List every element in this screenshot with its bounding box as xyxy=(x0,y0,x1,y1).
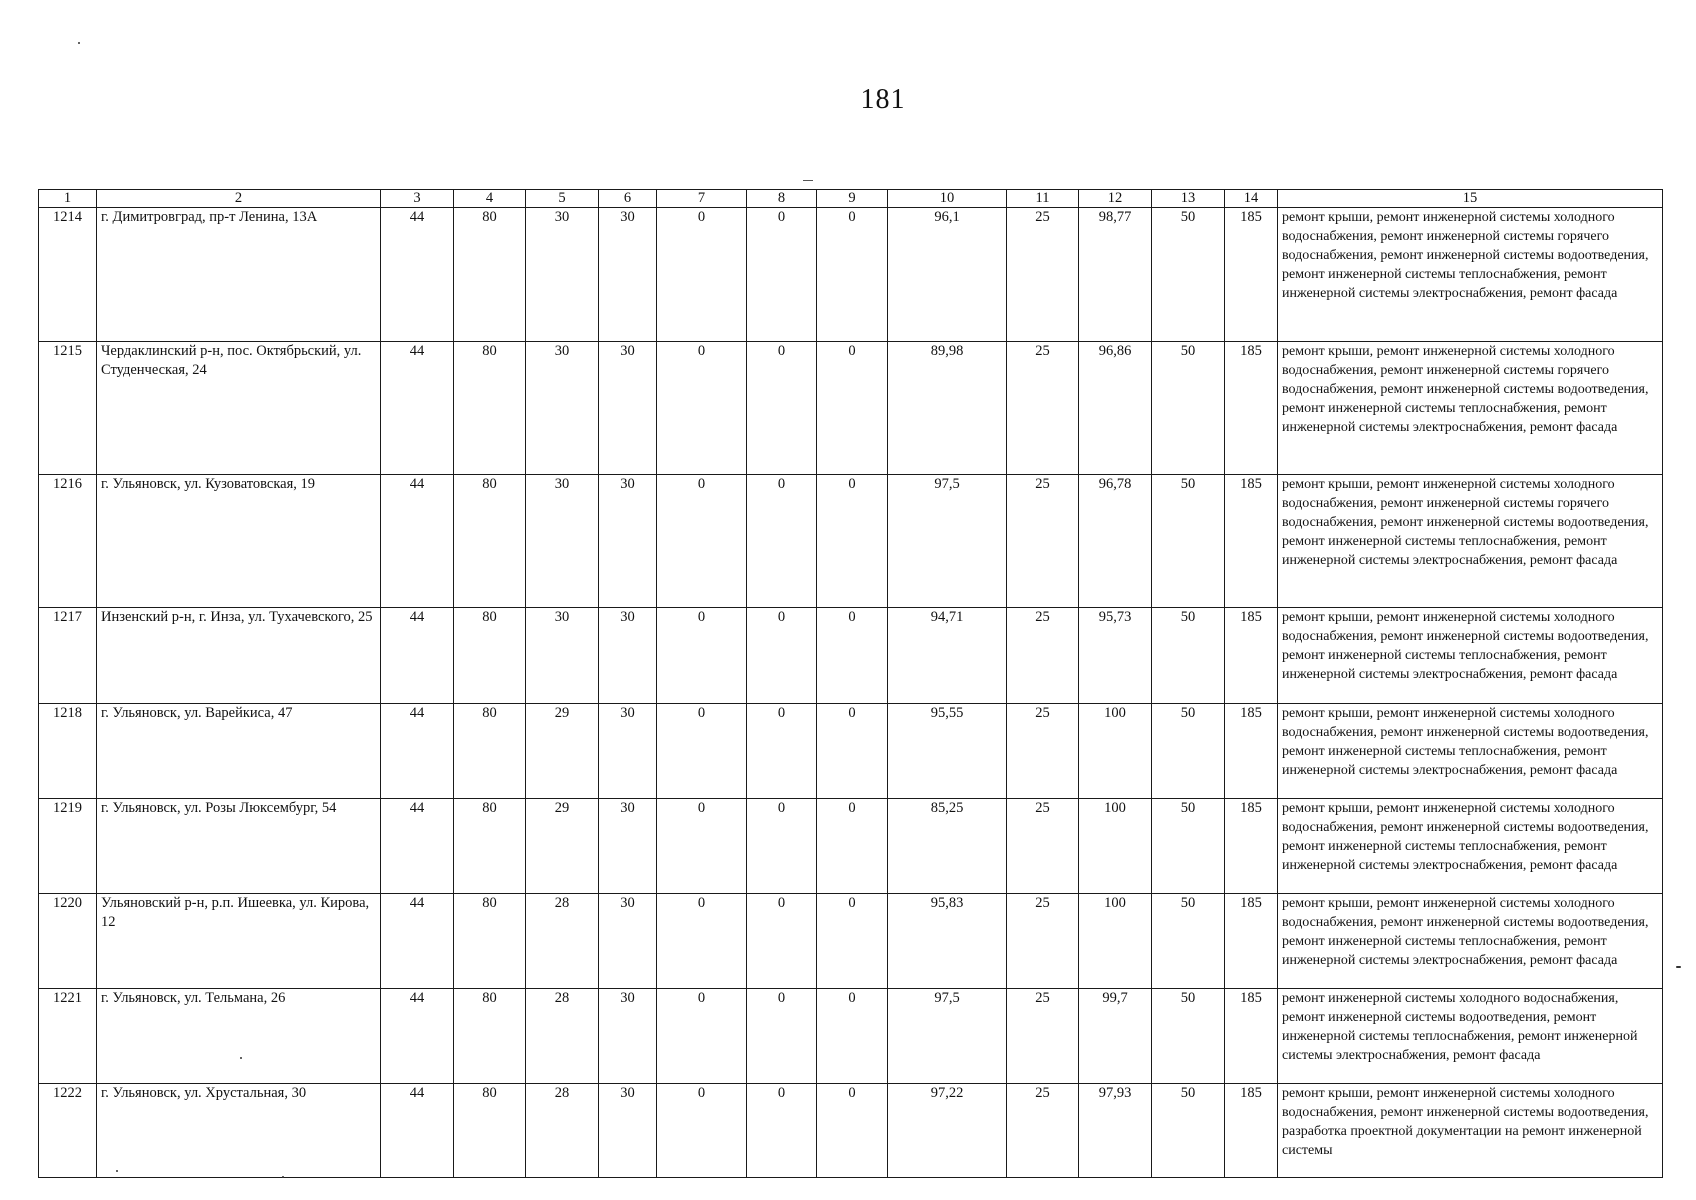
value-cell: 29 xyxy=(526,799,599,894)
scan-speck xyxy=(78,42,80,44)
value-cell: 0 xyxy=(817,342,888,475)
address-cell: г. Ульяновск, ул. Тельмана, 26 xyxy=(97,989,381,1084)
column-header: 14 xyxy=(1225,190,1278,208)
value-cell: 50 xyxy=(1152,342,1225,475)
value-cell: 30 xyxy=(526,208,599,342)
value-cell: 0 xyxy=(747,894,817,989)
value-cell: 80 xyxy=(454,894,526,989)
value-cell: 0 xyxy=(817,989,888,1084)
value-cell: 30 xyxy=(599,894,657,989)
works-description: ремонт крыши, ремонт инженерной системы холодного водоснабжения, ремонт инженерной системы водоотведения, ремонт инженерной системы теплоснабжения, ремонт инженерной системы электроснабжения, ремонт фасада xyxy=(1278,704,1663,799)
value-cell: 30 xyxy=(599,989,657,1084)
value-cell: 85,25 xyxy=(888,799,1007,894)
value-cell: 185 xyxy=(1225,342,1278,475)
address-cell: г. Ульяновск, ул. Розы Люксембург, 54 xyxy=(97,799,381,894)
works-description: ремонт крыши, ремонт инженерной системы холодного водоснабжения, ремонт инженерной системы горячего водоснабжения, ремонт инженерной системы водоотведения, ремонт инженерной системы теплоснабжения, ремонт инженерной системы электроснабжения, ремонт фасада xyxy=(1278,342,1663,475)
scan-speck xyxy=(1676,966,1681,968)
value-cell: 25 xyxy=(1007,1084,1079,1178)
value-cell: 89,98 xyxy=(888,342,1007,475)
value-cell: 0 xyxy=(657,704,747,799)
value-cell: 25 xyxy=(1007,475,1079,608)
table-row xyxy=(39,208,1663,342)
value-cell: 50 xyxy=(1152,704,1225,799)
value-cell: 28 xyxy=(526,989,599,1084)
value-cell: 185 xyxy=(1225,608,1278,704)
value-cell: 0 xyxy=(747,799,817,894)
value-cell: 28 xyxy=(526,894,599,989)
value-cell: 80 xyxy=(454,475,526,608)
row-number: 1219 xyxy=(39,799,97,894)
value-cell: 25 xyxy=(1007,989,1079,1084)
value-cell: 30 xyxy=(599,208,657,342)
value-cell: 0 xyxy=(817,208,888,342)
value-cell: 185 xyxy=(1225,208,1278,342)
value-cell: 44 xyxy=(381,894,454,989)
value-cell: 95,83 xyxy=(888,894,1007,989)
value-cell: 97,93 xyxy=(1079,1084,1152,1178)
value-cell: 185 xyxy=(1225,799,1278,894)
value-cell: 0 xyxy=(817,894,888,989)
value-cell: 97,22 xyxy=(888,1084,1007,1178)
value-cell: 50 xyxy=(1152,799,1225,894)
value-cell: 97,5 xyxy=(888,989,1007,1084)
value-cell: 30 xyxy=(599,342,657,475)
value-cell: 44 xyxy=(381,608,454,704)
value-cell: 185 xyxy=(1225,894,1278,989)
table-row xyxy=(39,704,1663,799)
value-cell: 0 xyxy=(747,1084,817,1178)
value-cell: 0 xyxy=(747,342,817,475)
address-cell: г. Димитровград, пр-т Ленина, 13А xyxy=(97,208,381,342)
value-cell: 0 xyxy=(747,475,817,608)
value-cell: 99,7 xyxy=(1079,989,1152,1084)
works-description: ремонт крыши, ремонт инженерной системы холодного водоснабжения, ремонт инженерной системы водоотведения, разработка проектной документации на ремонт инженерной системы xyxy=(1278,1084,1663,1178)
address-cell: Чердаклинский р-н, пос. Октябрьский, ул. Студенческая, 24 xyxy=(97,342,381,475)
address-cell: Инзенский р-н, г. Инза, ул. Тухачевского, 25 xyxy=(97,608,381,704)
value-cell: 44 xyxy=(381,475,454,608)
value-cell: 95,55 xyxy=(888,704,1007,799)
value-cell: 44 xyxy=(381,989,454,1084)
value-cell: 28 xyxy=(526,1084,599,1178)
value-cell: 0 xyxy=(817,608,888,704)
address-cell: г. Ульяновск, ул. Варейкиса, 47 xyxy=(97,704,381,799)
header-row xyxy=(39,190,1663,208)
column-header: 1 xyxy=(39,190,97,208)
column-header: 2 xyxy=(97,190,381,208)
page-number: 181 xyxy=(860,84,906,115)
value-cell: 0 xyxy=(747,704,817,799)
column-header: 4 xyxy=(454,190,526,208)
value-cell: 0 xyxy=(657,208,747,342)
value-cell: 50 xyxy=(1152,894,1225,989)
value-cell: 80 xyxy=(454,704,526,799)
works-description: ремонт крыши, ремонт инженерной системы холодного водоснабжения, ремонт инженерной системы водоотведения, ремонт инженерной системы теплоснабжения, ремонт инженерной системы электроснабжения, ремонт фасада xyxy=(1278,608,1663,704)
value-cell: 80 xyxy=(454,342,526,475)
column-header: 3 xyxy=(381,190,454,208)
scan-speck xyxy=(240,1057,242,1059)
value-cell: 0 xyxy=(657,989,747,1084)
value-cell: 98,77 xyxy=(1079,208,1152,342)
column-header: 10 xyxy=(888,190,1007,208)
table-row xyxy=(39,1084,1663,1178)
value-cell: 30 xyxy=(526,342,599,475)
value-cell: 50 xyxy=(1152,1084,1225,1178)
value-cell: 30 xyxy=(599,799,657,894)
row-number: 1218 xyxy=(39,704,97,799)
value-cell: 185 xyxy=(1225,989,1278,1084)
value-cell: 30 xyxy=(599,475,657,608)
value-cell: 50 xyxy=(1152,989,1225,1084)
value-cell: 80 xyxy=(454,1084,526,1178)
address-cell: г. Ульяновск, ул. Хрустальная, 30 xyxy=(97,1084,381,1178)
value-cell: 30 xyxy=(599,1084,657,1178)
value-cell: 185 xyxy=(1225,704,1278,799)
row-number: 1221 xyxy=(39,989,97,1084)
value-cell: 25 xyxy=(1007,894,1079,989)
value-cell: 0 xyxy=(657,475,747,608)
column-header: 13 xyxy=(1152,190,1225,208)
address-cell: г. Ульяновск, ул. Кузоватовская, 19 xyxy=(97,475,381,608)
value-cell: 0 xyxy=(657,799,747,894)
value-cell: 0 xyxy=(817,704,888,799)
value-cell: 95,73 xyxy=(1079,608,1152,704)
works-description: ремонт крыши, ремонт инженерной системы холодного водоснабжения, ремонт инженерной системы горячего водоснабжения, ремонт инженерной системы водоотведения, ремонт инженерной системы теплоснабжения, ремонт инженерной системы электроснабжения, ремонт фасада xyxy=(1278,208,1663,342)
value-cell: 0 xyxy=(747,989,817,1084)
value-cell: 96,1 xyxy=(888,208,1007,342)
works-description: ремонт инженерной системы холодного водоснабжения, ремонт инженерной системы водоотведения, ремонт инженерной системы теплоснабжения, ремонт инженерной системы электроснабжения, ремонт фасада xyxy=(1278,989,1663,1084)
value-cell: 0 xyxy=(657,608,747,704)
value-cell: 0 xyxy=(657,342,747,475)
column-header: 11 xyxy=(1007,190,1079,208)
value-cell: 25 xyxy=(1007,704,1079,799)
works-description: ремонт крыши, ремонт инженерной системы холодного водоснабжения, ремонт инженерной системы водоотведения, ремонт инженерной системы теплоснабжения, ремонт инженерной системы электроснабжения, ремонт фасада xyxy=(1278,799,1663,894)
value-cell: 100 xyxy=(1079,799,1152,894)
value-cell: 44 xyxy=(381,704,454,799)
value-cell: 0 xyxy=(657,1084,747,1178)
scan-speck xyxy=(116,1170,118,1172)
value-cell: 0 xyxy=(817,475,888,608)
column-header: 12 xyxy=(1079,190,1152,208)
column-header: 7 xyxy=(657,190,747,208)
column-header: 8 xyxy=(747,190,817,208)
row-number: 1216 xyxy=(39,475,97,608)
value-cell: 100 xyxy=(1079,704,1152,799)
table-row xyxy=(39,989,1663,1084)
value-cell: 0 xyxy=(657,894,747,989)
row-number: 1217 xyxy=(39,608,97,704)
value-cell: 50 xyxy=(1152,475,1225,608)
value-cell: 0 xyxy=(747,208,817,342)
value-cell: 25 xyxy=(1007,342,1079,475)
value-cell: 44 xyxy=(381,799,454,894)
value-cell: 80 xyxy=(454,208,526,342)
value-cell: 30 xyxy=(526,475,599,608)
table-row xyxy=(39,894,1663,989)
column-header: 6 xyxy=(599,190,657,208)
value-cell: 30 xyxy=(599,704,657,799)
works-description: ремонт крыши, ремонт инженерной системы холодного водоснабжения, ремонт инженерной системы горячего водоснабжения, ремонт инженерной системы водоотведения, ремонт инженерной системы теплоснабжения, ремонт инженерной системы электроснабжения, ремонт фасада xyxy=(1278,475,1663,608)
value-cell: 96,78 xyxy=(1079,475,1152,608)
table-row xyxy=(39,608,1663,704)
value-cell: 30 xyxy=(526,608,599,704)
row-number: 1215 xyxy=(39,342,97,475)
value-cell: 44 xyxy=(381,342,454,475)
value-cell: 50 xyxy=(1152,208,1225,342)
value-cell: 97,5 xyxy=(888,475,1007,608)
value-cell: 80 xyxy=(454,799,526,894)
scan-mark xyxy=(803,180,813,181)
value-cell: 30 xyxy=(599,608,657,704)
value-cell: 0 xyxy=(817,799,888,894)
value-cell: 25 xyxy=(1007,208,1079,342)
registry-table xyxy=(38,189,1663,1178)
scan-speck xyxy=(282,1176,284,1178)
row-number: 1214 xyxy=(39,208,97,342)
value-cell: 80 xyxy=(454,608,526,704)
value-cell: 44 xyxy=(381,208,454,342)
table-row xyxy=(39,475,1663,608)
value-cell: 44 xyxy=(381,1084,454,1178)
value-cell: 185 xyxy=(1225,475,1278,608)
value-cell: 80 xyxy=(454,989,526,1084)
column-header: 5 xyxy=(526,190,599,208)
value-cell: 185 xyxy=(1225,1084,1278,1178)
value-cell: 94,71 xyxy=(888,608,1007,704)
value-cell: 29 xyxy=(526,704,599,799)
row-number: 1222 xyxy=(39,1084,97,1178)
works-description: ремонт крыши, ремонт инженерной системы холодного водоснабжения, ремонт инженерной системы водоотведения, ремонт инженерной системы теплоснабжения, ремонт инженерной системы электроснабжения, ремонт фасада xyxy=(1278,894,1663,989)
value-cell: 25 xyxy=(1007,799,1079,894)
value-cell: 0 xyxy=(747,608,817,704)
value-cell: 25 xyxy=(1007,608,1079,704)
value-cell: 0 xyxy=(817,1084,888,1178)
value-cell: 50 xyxy=(1152,608,1225,704)
row-number: 1220 xyxy=(39,894,97,989)
value-cell: 96,86 xyxy=(1079,342,1152,475)
column-header: 15 xyxy=(1278,190,1663,208)
value-cell: 100 xyxy=(1079,894,1152,989)
column-header: 9 xyxy=(817,190,888,208)
table-row xyxy=(39,799,1663,894)
table-row xyxy=(39,342,1663,475)
address-cell: Ульяновский р-н, р.п. Ишеевка, ул. Кирова, 12 xyxy=(97,894,381,989)
